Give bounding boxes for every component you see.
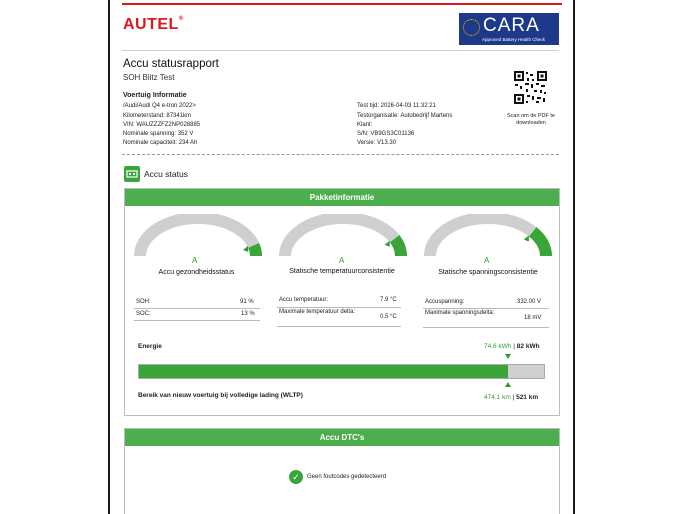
voltage-grade: A [484,256,490,265]
max-voltage-delta-label: Maximale spanningsdelta: [425,310,495,316]
soc-value: 13 % [241,311,255,317]
energy-bar-fill [139,365,508,378]
vehicle-nominal-capacity: Nominale capaciteit: 234 Ah [123,140,198,146]
voltage-delta-row-line [423,327,549,328]
energy-bar [138,364,545,379]
report-page [112,0,571,514]
max-voltage-delta-value: 18 mV [524,315,542,321]
header-divider [122,50,559,51]
battery-voltage-label: Accuspanning: [425,299,465,305]
test-time: Test tijd: 2026-04-03 11:32:21 [357,103,436,109]
cara-title: CARA [483,15,540,36]
cara-badge [459,13,559,45]
dtc-title: Accu DTC's [125,429,559,446]
vehicle-vin: VIN: WAUZZZFZ2NP028885 [123,122,201,128]
temperature-row-line [277,307,401,308]
battery-temperature-value: 7.9 °C [380,297,397,303]
energy-label: Energie [138,343,162,350]
soh-row-line [134,308,260,309]
range-value [484,394,538,401]
health-gauge-track [140,218,256,256]
cara-subtitle: Approved Battery Health Check [482,37,546,42]
vehicle-model: /Audi/Audi Q4 e-tron 2022> [123,103,196,109]
qr-caption: Scan om de PDF te downloaden [507,113,555,126]
temperature-gauge-title: Statische temperatuurconsistentie [289,268,395,275]
dtc-panel [124,428,560,514]
range-total: 521 km [516,394,539,401]
soc-label: SOC: [136,311,151,317]
health-gauge-title: Accu gezondheidsstatus [158,269,235,276]
voltage-gauge-fill [533,232,546,256]
range-marker-icon [505,382,511,387]
soh-value: 91 % [240,299,254,305]
vehicle-info-title: Voertuig Informatie [123,92,187,99]
energy-value [484,343,540,350]
temperature-gauge-track [285,218,401,256]
voltage-gauge-title: Statische spanningsconsistentie [438,269,538,276]
vehicle-info-divider [122,154,559,155]
accu-status-label: Accu status [144,169,188,179]
test-organisation: Testorganisatie: Autobedrijf Martens [357,113,453,119]
temperature-gauge [279,214,407,260]
dtc-message: Geen foutcodes gedetecteerd [307,474,387,480]
health-gauge-pointer [243,246,248,252]
voltage-row-line [423,308,549,309]
health-gauge-fill [254,245,256,256]
range-label: Bereik van nieuw voertuig bij volledige lading (WLTP) [138,392,303,399]
report-subtitle: SOH Blitz Test [123,73,175,82]
range-current: 474.1 km [484,394,511,401]
energy-separator: | [513,343,515,350]
autel-logo: AUTEL® [123,16,184,33]
energy-current: 74.6 kWh [484,343,512,350]
battery-status-icon [124,166,140,182]
battery-voltage-value: 332.00 V [517,299,542,305]
vehicle-mileage: Kilometerstand: 87341km [123,113,192,119]
customer: Klant: [357,122,373,128]
max-temperature-delta-value: 0.5 °C [380,314,397,320]
health-gauge [134,214,262,260]
temperature-gauge-fill [395,239,401,256]
software-version: Versie: V13.30 [357,140,397,146]
max-temperature-delta-label: Maximale temperatuur delta: [279,309,356,315]
temperature-delta-row-line [277,326,401,327]
temperature-grade: A [339,256,345,265]
energy-marker-icon [505,354,511,359]
check-circle-icon: ✓ [289,470,303,484]
temperature-gauge-pointer [385,241,390,247]
battery-temperature-label: Accu temperatuur: [279,297,329,303]
voltage-gauge-pointer [524,236,529,242]
frame-right-border [573,0,575,514]
report-title: Accu statusrapport [123,58,219,70]
eu-stars-icon [463,19,480,36]
health-grade: A [192,256,198,265]
energy-total: 82 kWh [516,343,540,350]
range-separator: | [512,394,515,401]
vehicle-nominal-voltage: Nominale spanning: 352 V [123,131,194,137]
serial-number: S/N: VB9GS3C01136 [357,131,415,137]
pack-info-title: Pakketinformatie [125,189,559,206]
frame-left-border [108,0,110,514]
qr-code-icon[interactable] [513,70,548,105]
soh-label: SOH: [136,299,151,305]
voltage-gauge [424,214,552,260]
soc-row-line [134,320,260,321]
top-accent-line [122,3,562,5]
